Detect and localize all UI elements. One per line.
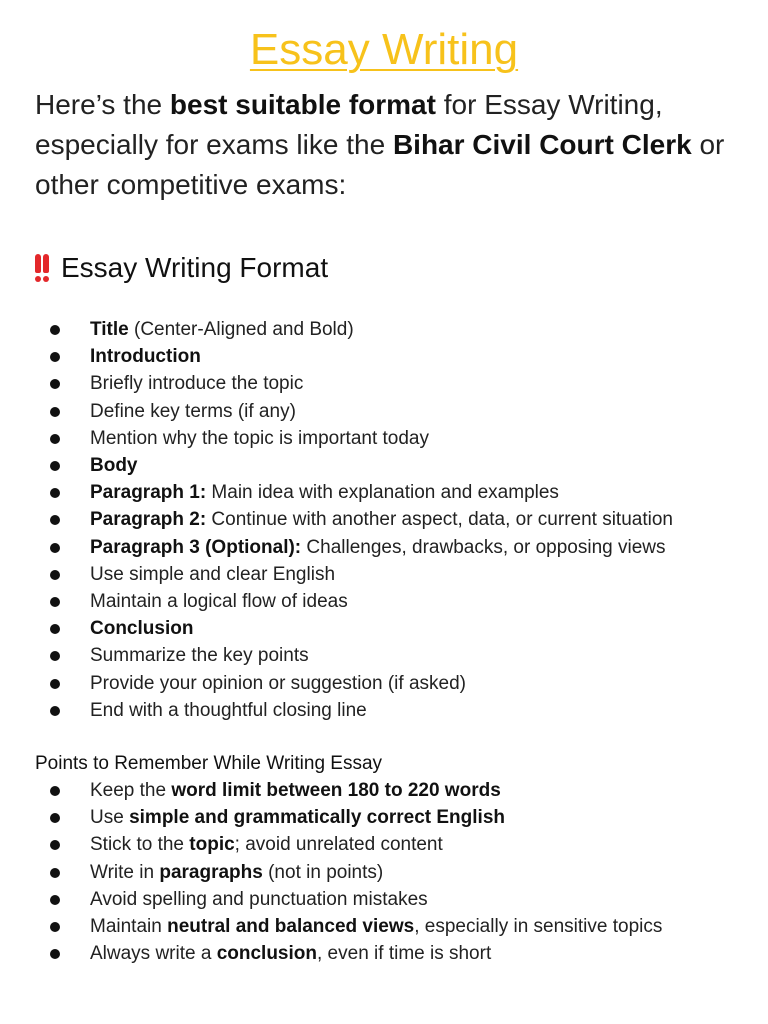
- list-item: Paragraph 3 (Optional): Challenges, drawbacks, or opposing views: [0, 534, 768, 561]
- bullet-icon: [50, 488, 60, 498]
- list-item: Conclusion: [0, 615, 768, 642]
- bullet-icon: [50, 461, 60, 471]
- remember-heading: Points to Remember While Writing Essay: [35, 753, 383, 774]
- bullet-icon: [50, 840, 60, 850]
- list-item: Avoid spelling and punctuation mistakes: [0, 886, 768, 913]
- page-title: Essay Writing: [249, 25, 519, 74]
- list-item: Body: [0, 452, 768, 479]
- list-item: Mention why the topic is important today: [0, 425, 768, 452]
- bullet-icon: [50, 597, 60, 607]
- bullet-icon: [50, 325, 60, 335]
- bullet-icon: [50, 379, 60, 389]
- section-heading: Essay Writing Format: [35, 250, 328, 286]
- bullet-icon: [50, 786, 60, 796]
- list-item: Paragraph 2: Continue with another aspect, data, or current situation: [0, 506, 768, 533]
- bullet-icon: [50, 922, 60, 932]
- list-item: Use simple and grammatically correct English: [0, 804, 768, 831]
- list-item: Maintain a logical flow of ideas: [0, 588, 768, 615]
- bullet-icon: [50, 515, 60, 525]
- list-item: Introduction: [0, 343, 768, 370]
- bullet-icon: [50, 543, 60, 553]
- list-item: Write in paragraphs (not in points): [0, 859, 768, 886]
- bullet-icon: [50, 352, 60, 362]
- list-item: Stick to the topic; avoid unrelated content: [0, 831, 768, 858]
- bullet-icon: [50, 651, 60, 661]
- bullet-icon: [50, 407, 60, 417]
- bullet-icon: [50, 679, 60, 689]
- intro-paragraph: Here’s the best suitable format for Essay Writing, especially for exams like the Bihar Civil Court Clerk or other competitive exams:: [35, 89, 725, 200]
- format-list: [0, 316, 768, 724]
- double-exclamation-icon: [35, 254, 49, 282]
- bullet-icon: [50, 949, 60, 959]
- list-item: Title (Center-Aligned and Bold): [0, 316, 768, 343]
- bullet-icon: [50, 813, 60, 823]
- list-item: Define key terms (if any): [0, 398, 768, 425]
- list-item: Briefly introduce the topic: [0, 370, 768, 397]
- bullet-icon: [50, 434, 60, 444]
- bullet-icon: [50, 624, 60, 634]
- bullet-icon: [50, 570, 60, 580]
- bullet-icon: [50, 868, 60, 878]
- list-item: Provide your opinion or suggestion (if asked): [0, 670, 768, 697]
- bullet-icon: [50, 706, 60, 716]
- remember-list: [0, 777, 768, 967]
- list-item: Paragraph 1: Main idea with explanation and examples: [0, 479, 768, 506]
- list-item: Always write a conclusion, even if time is short: [0, 940, 768, 967]
- list-item: Keep the word limit between 180 to 220 words: [0, 777, 768, 804]
- list-item: End with a thoughtful closing line: [0, 697, 768, 724]
- list-item: Summarize the key points: [0, 642, 768, 669]
- bullet-icon: [50, 895, 60, 905]
- list-item: Maintain neutral and balanced views, especially in sensitive topics: [0, 913, 768, 940]
- list-item: Use simple and clear English: [0, 561, 768, 588]
